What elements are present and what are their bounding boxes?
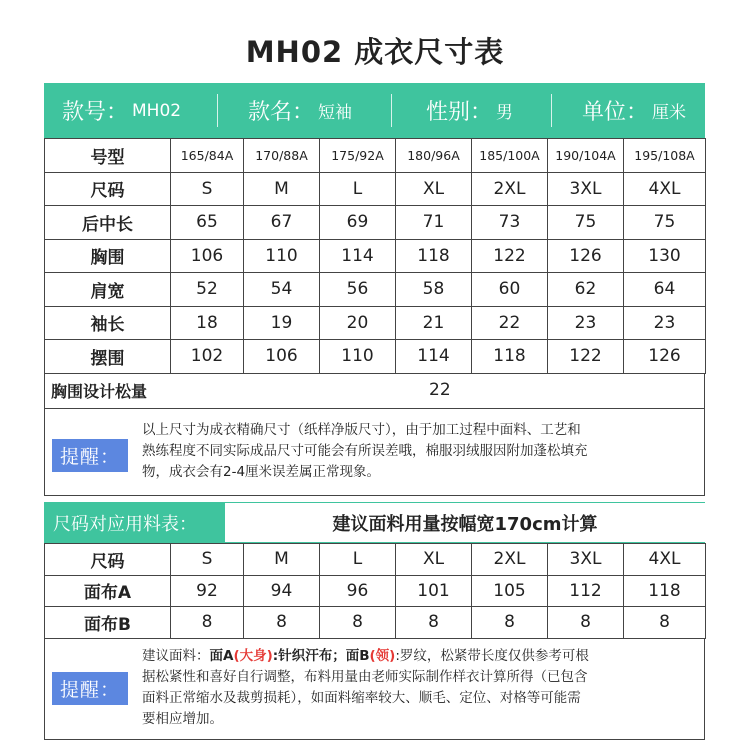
fabric-table-cell: 8 bbox=[320, 607, 396, 639]
size-table-cell: 106 bbox=[171, 239, 244, 273]
fabric-table-cell: 8 bbox=[244, 607, 320, 639]
reminder-line: 以上尺寸为成衣精确尺寸（纸样净版尺寸），由于加工过程中面料、工艺和 bbox=[142, 422, 581, 438]
fabric-table-cell: 94 bbox=[244, 575, 320, 607]
fabric-table-cell: 8 bbox=[548, 607, 624, 639]
fabric-table bbox=[44, 543, 706, 639]
size-table-cell: 62 bbox=[548, 273, 624, 307]
size-table-row-label: 尺码 bbox=[45, 172, 171, 206]
fabric-table-row-label: 尺码 bbox=[45, 544, 171, 576]
fabric-table-cell: 4XL bbox=[624, 544, 706, 576]
size-table-cell: 114 bbox=[396, 340, 472, 374]
size-table-cell: 64 bbox=[624, 273, 706, 307]
size-table-cell: 122 bbox=[472, 239, 548, 273]
fabric-table-cell: 2XL bbox=[472, 544, 548, 576]
fabric-section-subtitle: 建议面料用量按幅宽170cm计算 bbox=[225, 502, 705, 543]
size-table-row bbox=[45, 139, 706, 173]
fabric-table-cell: 8 bbox=[396, 607, 472, 639]
size-table-cell: 114 bbox=[320, 239, 396, 273]
size-table-row bbox=[45, 172, 706, 206]
fabric-a-body: (大身) bbox=[233, 648, 273, 664]
size-table-cell: 58 bbox=[396, 273, 472, 307]
size-table-cell: 110 bbox=[244, 239, 320, 273]
size-table-cell: 3XL bbox=[548, 172, 624, 206]
size-table-cell: 130 bbox=[624, 239, 706, 273]
size-table-cell: 67 bbox=[244, 206, 320, 240]
size-table-cell: 52 bbox=[171, 273, 244, 307]
page-title: MH02 成衣尺寸表 bbox=[245, 35, 505, 69]
size-table-cell: 190/104A bbox=[548, 139, 624, 173]
header-style-number bbox=[44, 83, 218, 138]
size-table bbox=[44, 138, 706, 374]
size-table-cell: 110 bbox=[320, 340, 396, 374]
size-table-cell: 126 bbox=[548, 239, 624, 273]
size-table-cell: 73 bbox=[472, 206, 548, 240]
size-table-cell: 23 bbox=[548, 306, 624, 340]
header-style-name bbox=[218, 83, 392, 138]
size-table-cell: M bbox=[244, 172, 320, 206]
header-gender bbox=[392, 83, 552, 138]
reminder-line: 面料正常缩水及裁剪损耗），如面料缩率较大、顺毛、定位、对格等可能需 bbox=[142, 690, 581, 706]
reminder-line: 据松紧性和喜好自行调整，布料用量由老师实际制作样衣计算所得（已包含 bbox=[142, 669, 588, 685]
reminder-box-2 bbox=[44, 638, 705, 740]
size-table-cell: S bbox=[171, 172, 244, 206]
header-unit-value: 厘米 bbox=[652, 103, 687, 123]
fabric-table-cell: M bbox=[244, 544, 320, 576]
size-table-cell: 185/100A bbox=[472, 139, 548, 173]
header-gender-key: 性别： bbox=[426, 100, 493, 125]
size-table-cell: 18 bbox=[171, 306, 244, 340]
fabric-table-cell: 8 bbox=[624, 607, 706, 639]
fabric-table-cell: 3XL bbox=[548, 544, 624, 576]
size-table-cell: 170/88A bbox=[244, 139, 320, 173]
reminder-badge-1: 提醒： bbox=[52, 439, 128, 472]
fabric-a-desc: :针织汗布；面B bbox=[272, 648, 370, 664]
reminder-line-first bbox=[142, 646, 700, 667]
size-table-row bbox=[45, 273, 706, 307]
size-table-cell: 4XL bbox=[624, 172, 706, 206]
reminder-line: 物，成衣会有2-4厘米误差属正常现象。 bbox=[142, 464, 381, 480]
size-table-cell: 2XL bbox=[472, 172, 548, 206]
size-table-cell: 122 bbox=[548, 340, 624, 374]
size-table-cell: 69 bbox=[320, 206, 396, 240]
reminder-text-2 bbox=[142, 646, 700, 730]
size-table-cell: L bbox=[320, 172, 396, 206]
fabric-table-cell: 112 bbox=[548, 575, 624, 607]
header-unit bbox=[552, 83, 705, 138]
size-table-row-label: 后中长 bbox=[45, 206, 171, 240]
reminder-line: 熟练程度不同实际成品尺寸可能会有所误差哦，棉服羽绒服因附加蓬松填充 bbox=[142, 443, 588, 459]
size-table-cell: 21 bbox=[396, 306, 472, 340]
fabric-section-bar bbox=[44, 502, 705, 543]
size-table-row bbox=[45, 340, 706, 374]
reminder-badge-2: 提醒： bbox=[52, 672, 128, 705]
size-table-cell: 75 bbox=[624, 206, 706, 240]
size-table-cell: 71 bbox=[396, 206, 472, 240]
size-table-row bbox=[45, 206, 706, 240]
fabric-table-row bbox=[45, 575, 706, 607]
fabric-table-cell: XL bbox=[396, 544, 472, 576]
fabric-table-cell: 101 bbox=[396, 575, 472, 607]
size-table-cell: 175/92A bbox=[320, 139, 396, 173]
header-unit-key: 单位： bbox=[582, 100, 649, 125]
reminder-text-1 bbox=[142, 420, 698, 483]
size-table-row-label: 袖长 bbox=[45, 306, 171, 340]
reminder-line: 要相应增加。 bbox=[142, 711, 223, 727]
fabric-table-cell: 105 bbox=[472, 575, 548, 607]
size-table-row bbox=[45, 239, 706, 273]
size-table-cell: 23 bbox=[624, 306, 706, 340]
size-table-row-label: 肩宽 bbox=[45, 273, 171, 307]
fabric-section-label: 尺码对应用料表： bbox=[44, 502, 225, 543]
header-style-name-value: 短袖 bbox=[318, 103, 353, 123]
size-table-cell: 118 bbox=[472, 340, 548, 374]
chest-ease-label: 胸围设计松量 bbox=[51, 382, 148, 401]
header-style-number-value: MH02 bbox=[132, 100, 182, 121]
fabric-table-cell: 8 bbox=[171, 607, 244, 639]
chest-ease-row bbox=[44, 373, 705, 409]
size-table-row-label: 号型 bbox=[45, 139, 171, 173]
size-table-cell: 20 bbox=[320, 306, 396, 340]
reminder-box-1 bbox=[44, 408, 705, 496]
fabric-b-desc: :罗纹，松紧带长度仅供参考可根 bbox=[395, 648, 589, 664]
size-table-cell: 22 bbox=[472, 306, 548, 340]
fabric-table-cell: 118 bbox=[624, 575, 706, 607]
size-table-cell: 165/84A bbox=[171, 139, 244, 173]
fabric-table-cell: L bbox=[320, 544, 396, 576]
fabric-a-label: 面A bbox=[209, 648, 234, 664]
size-table-cell: 195/108A bbox=[624, 139, 706, 173]
fabric-table-row-label: 面布B bbox=[45, 607, 171, 639]
size-table-cell: 54 bbox=[244, 273, 320, 307]
fabric-table-cell: 96 bbox=[320, 575, 396, 607]
fabric-table-row bbox=[45, 544, 706, 576]
size-table-row bbox=[45, 306, 706, 340]
size-table-row-label: 摆围 bbox=[45, 340, 171, 374]
fabric-table-cell: 8 bbox=[472, 607, 548, 639]
fabric-note-part: 建议面料： bbox=[142, 648, 210, 664]
size-table-cell: 19 bbox=[244, 306, 320, 340]
fabric-b-collar: (领) bbox=[369, 648, 396, 664]
size-table-cell: 65 bbox=[171, 206, 244, 240]
size-table-cell: 126 bbox=[624, 340, 706, 374]
header-style-name-key: 款名： bbox=[248, 100, 315, 125]
header-gender-value: 男 bbox=[496, 103, 514, 123]
chest-ease-value: 22 bbox=[429, 380, 451, 400]
fabric-table-row bbox=[45, 607, 706, 639]
size-table-cell: XL bbox=[396, 172, 472, 206]
size-table-cell: 180/96A bbox=[396, 139, 472, 173]
fabric-table-cell: 92 bbox=[171, 575, 244, 607]
size-table-cell: 56 bbox=[320, 273, 396, 307]
size-table-cell: 106 bbox=[244, 340, 320, 374]
size-table-cell: 75 bbox=[548, 206, 624, 240]
fabric-table-row-label: 面布A bbox=[45, 575, 171, 607]
fabric-table-cell: S bbox=[171, 544, 244, 576]
size-table-cell: 102 bbox=[171, 340, 244, 374]
size-table-cell: 60 bbox=[472, 273, 548, 307]
header-style-number-key: 款号： bbox=[62, 100, 129, 125]
size-table-cell: 118 bbox=[396, 239, 472, 273]
header-bar bbox=[44, 83, 705, 138]
size-table-row-label: 胸围 bbox=[45, 239, 171, 273]
